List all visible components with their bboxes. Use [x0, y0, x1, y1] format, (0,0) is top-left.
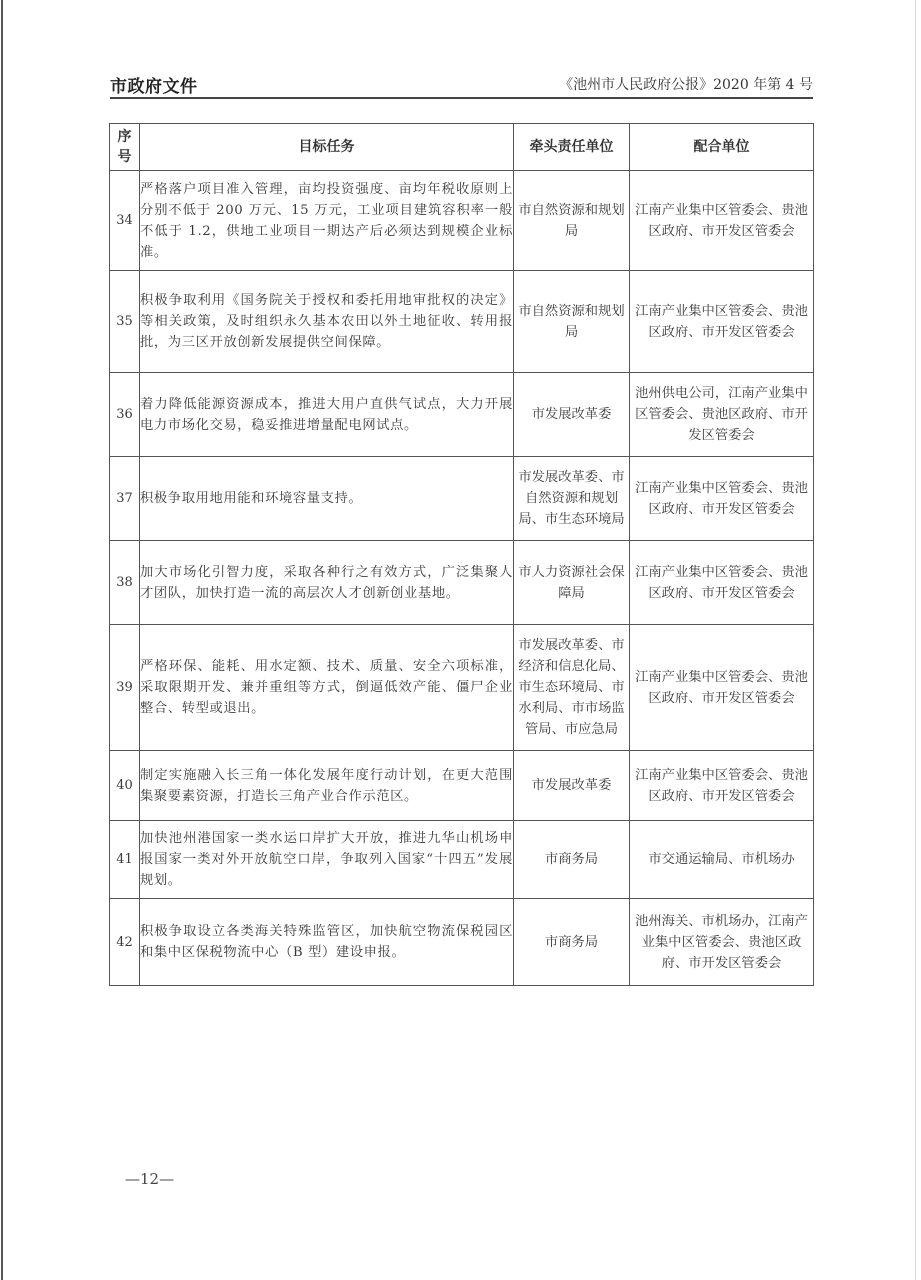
table-row	[110, 899, 814, 986]
row-seq: 40	[110, 751, 140, 821]
row-task: 积极争取设立各类海关特殊监管区，加快航空物流保税园区和集中区保税物流中心（B 型）建设申报。	[140, 899, 514, 986]
row-seq: 36	[110, 373, 140, 457]
table-row	[110, 373, 814, 457]
page-header	[110, 72, 813, 98]
document-category: 市政府文件	[110, 77, 198, 97]
row-seq: 42	[110, 899, 140, 986]
row-task: 加快池州港国家一类水运口岸扩大开放，推进九华山机场申报国家一类对外开放航空口岸，争取列入国家“十四五”发展规划。	[140, 821, 514, 899]
row-lead-unit: 市发展改革委	[514, 373, 630, 457]
row-coop-unit: 江南产业集中区管委会、贵池区政府、市开发区管委会	[630, 457, 814, 541]
row-task: 积极争取用地用能和环境容量支持。	[140, 457, 514, 541]
row-task: 着力降低能源资源成本，推进大用户直供气试点，大力开展电力市场化交易，稳妥推进增量配电网试点。	[140, 373, 514, 457]
gazette-issue: 《池州市人民政府公报》2020 年第 4 号	[559, 77, 813, 93]
task-table	[109, 123, 814, 986]
row-coop-unit: 池州供电公司，江南产业集中区管委会、贵池区政府、市开发区管委会	[630, 373, 814, 457]
row-coop-unit: 江南产业集中区管委会、贵池区政府、市开发区管委会	[630, 541, 814, 625]
row-task: 制定实施融入长三角一体化发展年度行动计划，在更大范围集聚要素资源，打造长三角产业合作示范区。	[140, 751, 514, 821]
row-coop-unit: 江南产业集中区管委会、贵池区政府、市开发区管委会	[630, 271, 814, 373]
row-lead-unit: 市商务局	[514, 899, 630, 986]
header-divider	[110, 97, 813, 99]
table-row	[110, 171, 814, 271]
row-seq: 35	[110, 271, 140, 373]
row-lead-unit: 市自然资源和规划局	[514, 171, 630, 271]
table-row	[110, 541, 814, 625]
row-coop-unit: 江南产业集中区管委会、贵池区政府、市开发区管委会	[630, 171, 814, 271]
table-row	[110, 751, 814, 821]
table-row	[110, 457, 814, 541]
row-coop-unit: 江南产业集中区管委会、贵池区政府、市开发区管委会	[630, 625, 814, 751]
column-header-task: 目标任务	[140, 124, 514, 171]
row-task: 严格环保、能耗、用水定额、技术、质量、安全六项标准，采取限期开发、兼并重组等方式，倒逼低效产能、僵尸企业整合、转型或退出。	[140, 625, 514, 751]
column-header-coop: 配合单位	[630, 124, 814, 171]
table-row	[110, 625, 814, 751]
column-header-lead: 牵头责任单位	[514, 124, 630, 171]
page-number: —12—	[125, 1170, 175, 1188]
row-lead-unit: 市发展改革委	[514, 751, 630, 821]
row-seq: 39	[110, 625, 140, 751]
row-lead-unit: 市人力资源社会保障局	[514, 541, 630, 625]
scan-edge-right	[915, 0, 916, 1280]
row-lead-unit: 市发展改革委、市经济和信息化局、市生态环境局、市水利局、市市场监管局、市应急局	[514, 625, 630, 751]
row-coop-unit: 江南产业集中区管委会、贵池区政府、市开发区管委会	[630, 751, 814, 821]
row-coop-unit: 市交通运输局、市机场办	[630, 821, 814, 899]
row-lead-unit: 市自然资源和规划局	[514, 271, 630, 373]
row-lead-unit: 市发展改革委、市自然资源和规划局、市生态环境局	[514, 457, 630, 541]
table-header-row	[110, 124, 814, 171]
row-task: 加大市场化引智力度，采取各种行之有效方式，广泛集聚人才团队，加快打造一流的高层次人才创新创业基地。	[140, 541, 514, 625]
scan-edge-left	[1, 0, 3, 1280]
table-row	[110, 271, 814, 373]
row-seq: 41	[110, 821, 140, 899]
row-seq: 37	[110, 457, 140, 541]
table-row	[110, 821, 814, 899]
row-coop-unit: 池州海关、市机场办，江南产业集中区管委会、贵池区政府、市开发区管委会	[630, 899, 814, 986]
row-task: 严格落户项目准入管理，亩均投资强度、亩均年税收原则上分别不低于 200 万元、15 万元，工业项目建筑容积率一般不低于 1.2，供地工业项目一期达产后必须达到规模企业标准。	[140, 171, 514, 271]
row-seq: 34	[110, 171, 140, 271]
row-lead-unit: 市商务局	[514, 821, 630, 899]
row-task: 积极争取利用《国务院关于授权和委托用地审批权的决定》等相关政策，及时组织永久基本农田以外土地征收、转用报批，为三区开放创新发展提供空间保障。	[140, 271, 514, 373]
column-header-seq: 序号	[110, 124, 140, 171]
row-seq: 38	[110, 541, 140, 625]
